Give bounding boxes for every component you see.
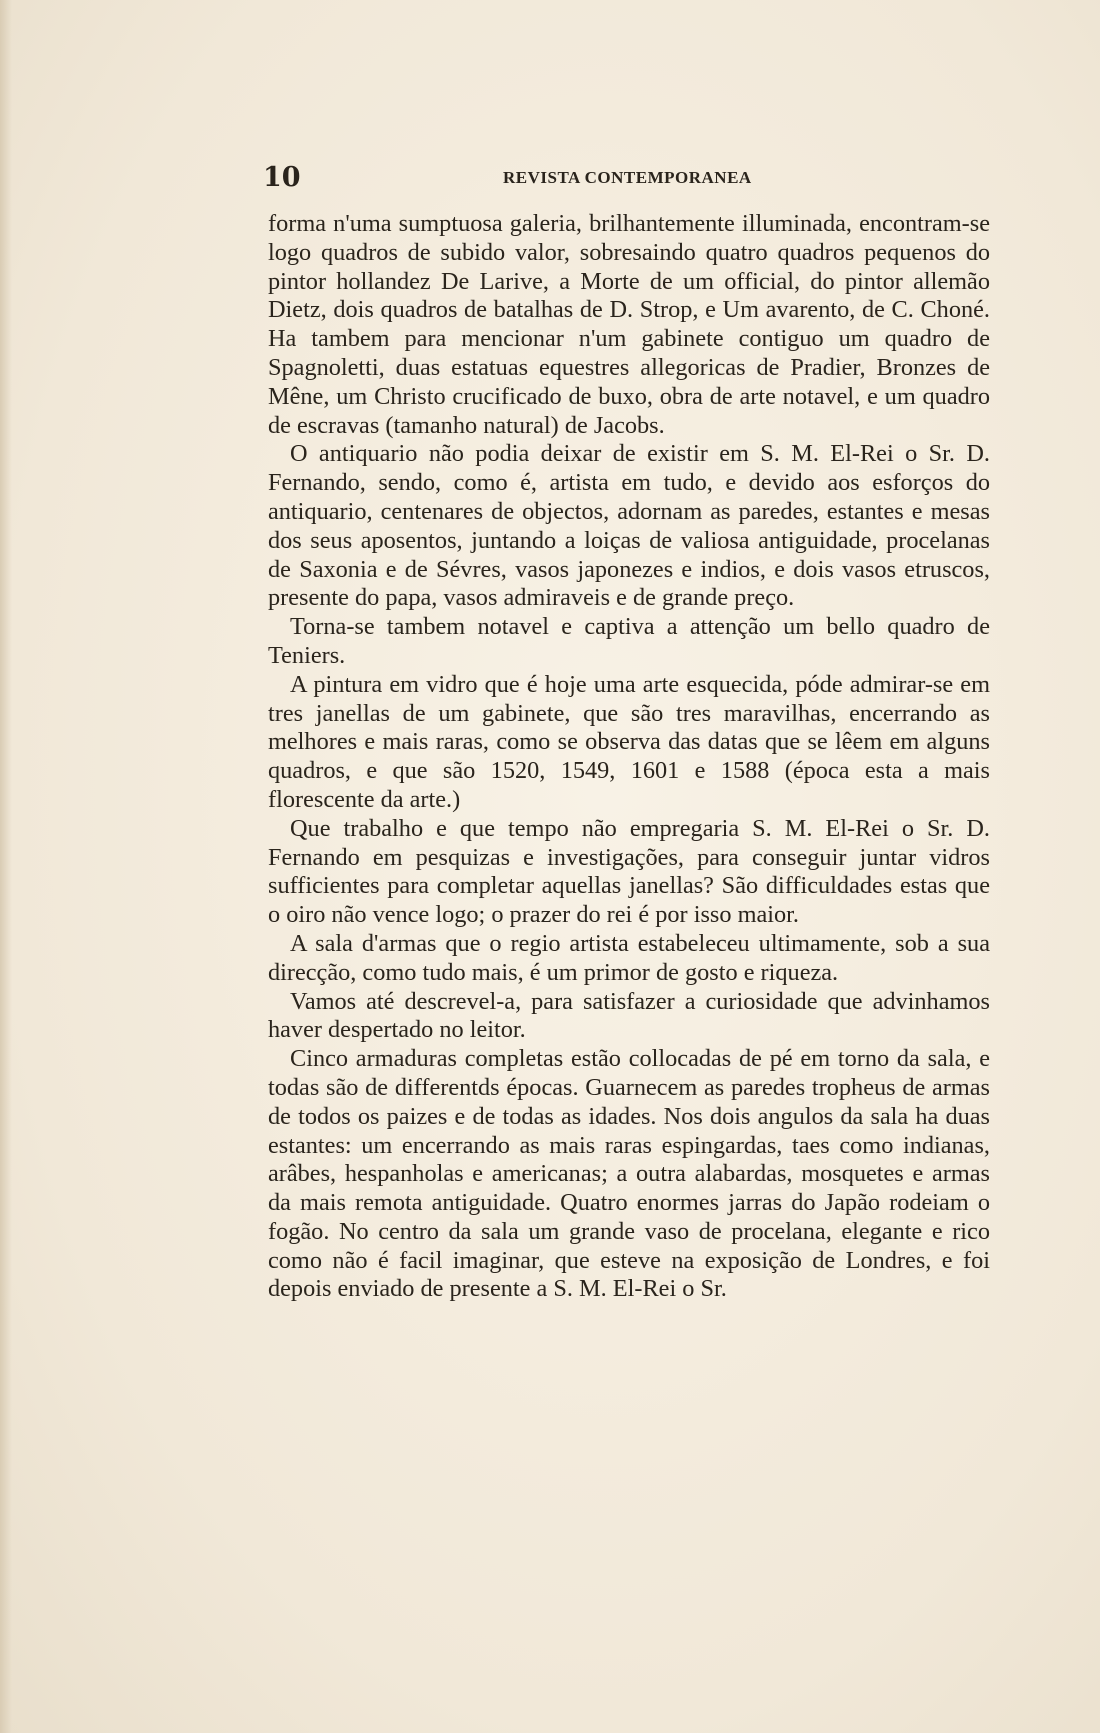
page-edge-shadow <box>0 0 12 1733</box>
paragraph-6: A sala d'armas que o regio artista estabeleceu ultimamente, sob a sua direcção, como tudo mais, é um primor de gosto e riqueza. <box>268 929 990 986</box>
paragraph-3: Torna-se tambem notavel e captiva a attenção um bello quadro de Teniers. <box>268 613 990 669</box>
paragraph-4: A pintura em vidro que é hoje uma arte esquecida, póde admirar-se em tres janellas de um gabinete, que são tres maravilhas, encerrando as melhores e mais raras, como se observa das datas que se lêem em alguns quadros, e que são 1520, 1549, 1601 e 1588 (época esta a mais florescente da arte.) <box>268 670 990 813</box>
body-text <box>268 210 990 1304</box>
page-header <box>263 162 1001 196</box>
paragraph-1: forma n'uma sumptuosa galeria, brilhantemente illuminada, encontram-se logo quadros de subido valor, sobresaindo quatro quadros pequenos do pintor hollandez De Larive, a Morte de um official, do pintor allemão Dietz, dois quadros de batalhas de D. Strop, e Um avarento, de C. Choné. Ha tambem para mencionar n'um gabinete contiguo um quadro de Spagnoletti, duas estatuas equestres allegoricas de Pradier, Bronzes de Mêne, um Christo crucificado de buxo, obra de arte notavel, e um quadro de escravas (tamanho natural) de Jacobs. <box>268 210 990 439</box>
page-number: 10 <box>263 162 301 193</box>
running-title: REVISTA CONTEMPORANEA <box>503 168 752 187</box>
paragraph-8: Cinco armaduras completas estão collocadas de pé em torno da sala, e todas são de differentds épocas. Guarnecem as paredes tropheus de armas de todos os paizes e de todas as idades. Nos dois angulos da sala ha duas estantes: um encerrando as mais raras espingardas, taes como indianas, arâbes, hespanholas e americanas; a outra alabardas, mosquetes e armas da mais remota antiguidade. Quatro enormes jarras do Japão rodeiam o fogão. No centro da sala um grande vaso de procelana, elegante e rico como não é facil imaginar, que esteve na exposição de Londres, e foi depois enviado de presente a S. M. El-Rei o Sr. <box>268 1045 990 1303</box>
paragraph-7: Vamos até descrevel-a, para satisfazer a curiosidade que advinhamos haver despertado no leitor. <box>268 987 990 1044</box>
paragraph-5: Que trabalho e que tempo não empregaria S. M. El-Rei o Sr. D. Fernando em pesquizas e investigações, para conseguir juntar vidros sufficientes para completar aquellas janellas? São difficuldades estas que o oiro não vence logo; o prazer do rei é por isso maior. <box>268 814 990 929</box>
paragraph-2: O antiquario não podia deixar de existir em S. M. El-Rei o Sr. D. Fernando, sendo, como é, artista em tudo, e devido aos esforços do antiquario, centenares de objectos, adornam as paredes, estantes e mesas dos seus aposentos, juntando a loiças de valiosa antiguidade, procelanas de Saxonia e de Sévres, vasos japonezes e indios, e dois vasos etruscos, presente do papa, vasos admiraveis e de grande preço. <box>268 440 990 612</box>
